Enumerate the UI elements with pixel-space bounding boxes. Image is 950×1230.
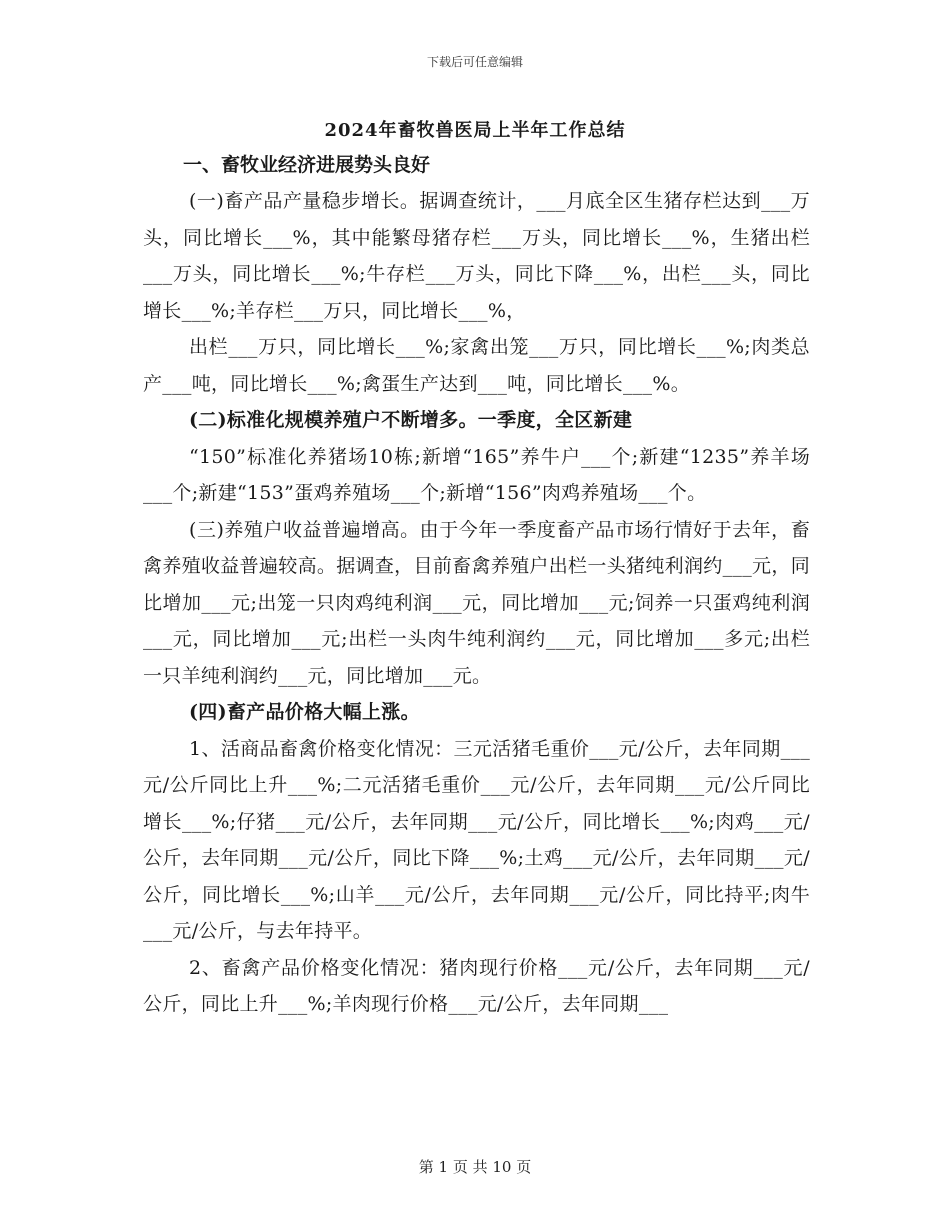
paragraph-standardized-farms: “150”标准化养猪场10栋;新增“165”养牛户___个;新建“1235”养羊场___个;新建“153”蛋鸡养殖场___个;新增“156”肉鸡养殖场___个。: [143, 445, 810, 504]
subheading-standardized-farms: (二)标准化规模养殖户不断增多。一季度，全区新建: [189, 409, 633, 431]
paragraph-product-prices: 2、畜禽产品价格变化情况：猪肉现行价格___元/公斤，去年同期___元/公斤，同比上升___%;羊肉现行价格___元/公斤，去年同期___: [143, 956, 810, 1015]
paragraph-live-animal-prices: 1、活商品畜禽价格变化情况：三元活猪毛重价___元/公斤，去年同期___元/公斤同比上升___%;二元活猪毛重价___元/公斤，去年同期___元/公斤同比增长___%;仔猪___元/公斤，去年同期___元/公斤，同比增长___%;肉鸡___元/公斤，去年同期___元/公斤，同比下降___%;土鸡___元/公斤，去年同期___元/公斤，同比增长___%;山羊___元/公斤，去年同期___元/公斤，同比持平;肉牛___元/公斤，与去年持平。: [143, 737, 810, 942]
header-note: 下载后可任意编辑: [426, 55, 523, 69]
paragraph-livestock-output: (一)畜产品产量稳步增长。据调查统计，___月底全区生猪存栏达到___万头，同比增长___%，其中能繁母猪存栏___万头，同比增长___%，生猪出栏___万头，同比增长___%;牛存栏___万头，同比下降___%，出栏___头，同比增长___%;羊存栏___万只，同比增长___%，: [143, 190, 810, 322]
paragraph-livestock-output-continued: 出栏___万只，同比增长___%;家禽出笼___万只，同比增长___%;肉类总产___吨，同比增长___%;禽蛋生产达到___吨，同比增长___%。: [143, 336, 810, 395]
page-number: 第 1 页 共 10 页: [418, 1158, 532, 1176]
section-heading: 一、畜牧业经济进展势头良好: [183, 154, 431, 176]
subheading-prices: (四)畜产品价格大幅上涨。: [189, 701, 420, 723]
document-body: [143, 147, 810, 1023]
paragraph-farmer-income: (三)养殖户收益普遍增高。由于今年一季度畜产品市场行情好于去年，畜禽养殖收益普遍较高。据调查，目前畜禽养殖户出栏一头猪纯利润约___元，同比增加___元;出笼一只肉鸡纯利润___元，同比增加___元;饲养一只蛋鸡纯利润___元，同比增加___元;出栏一头肉牛纯利润约___元，同比增加___多元;出栏一只羊纯利润约___元，同比增加___元。: [143, 518, 810, 687]
document-title: 2024年畜牧兽医局上半年工作总结: [324, 120, 626, 141]
